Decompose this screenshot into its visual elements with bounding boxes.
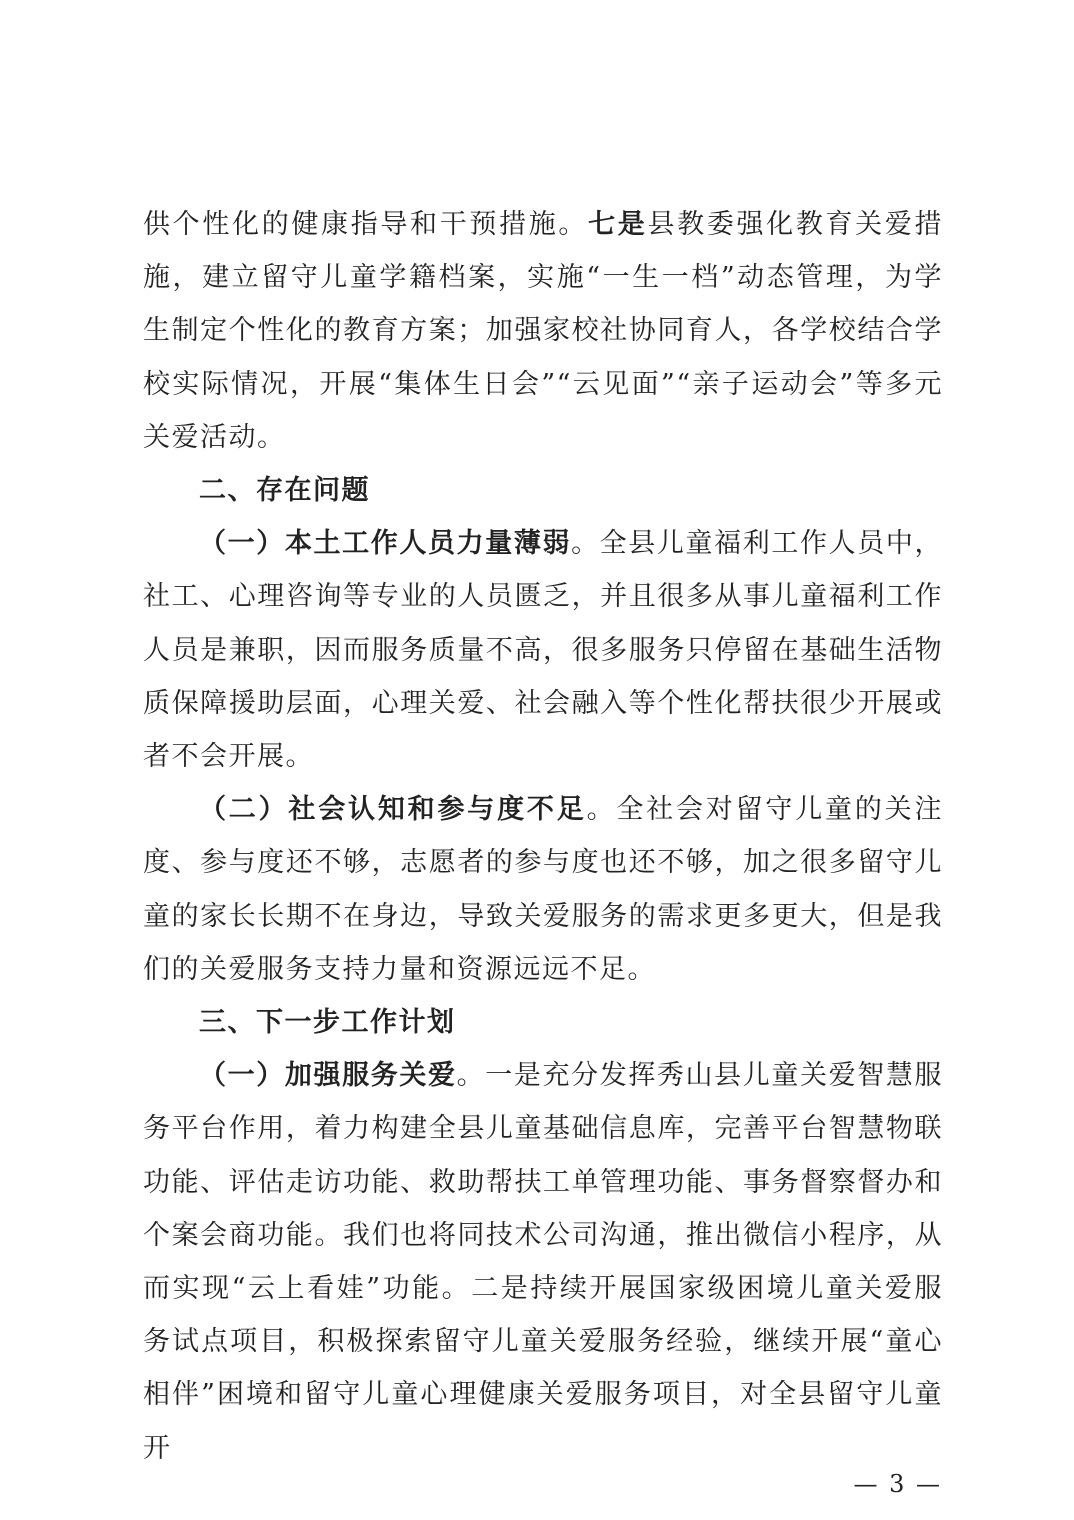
section-heading-problems: 二、存在问题 — [199, 475, 370, 507]
paragraph-plan-1 — [143, 1049, 943, 1475]
paragraph-text: 。全社会对留守儿童的关注度、参与度还不够，志愿者的参与度也还不够，加之很多留守儿童的家长长期不在身边，导致关爱服务的需求更多更大，但是我们的关爱服务支持力量和资源远远不足。 — [143, 794, 943, 985]
bold-lead: （二）社会认知和参与度不足 — [199, 794, 587, 826]
bold-lead: （一）本土工作人员力量薄弱 — [199, 528, 572, 560]
paragraph-continuation — [143, 198, 943, 464]
paragraph-text: 。全县儿童福利工作人员中，社工、心理咨询等专业的人员匮乏，并且很多从事儿童福利工作人员是兼职，因而服务质量不高，很多服务只停留在基础生活物质保障援助层面，心理关爱、社会融入等个性化帮扶很少开展或者不会开展。 — [143, 528, 944, 773]
bold-lead: （一）加强服务关爱 — [199, 1060, 457, 1092]
document-body — [143, 198, 943, 1475]
page-number: — 3 — — [853, 1470, 942, 1498]
paragraph-problem-1 — [143, 517, 943, 783]
paragraph-text: 供个性化的健康指导和干预措施。 — [143, 209, 589, 240]
paragraph-text: 。一是充分发挥秀山县儿童关爱智慧服务平台作用，着力构建全县儿童基础信息库，完善平台智慧物联功能、评估走访功能、救助帮扶工单管理功能、事务督察督办和个案会商功能。我们也将同技术公司沟通，推出微信小程序，从而实现“云上看娃”功能。二是持续开展国家级困境儿童关爱服务试点项目，积极探索留守儿童关爱服务经验，继续开展“童心相伴”困境和留守儿童心理健康关爱服务项目，对全县留守儿童开 — [143, 1060, 944, 1464]
bold-lead: 七是 — [588, 209, 648, 240]
paragraph-problem-2 — [143, 783, 943, 996]
paragraph-text: 县教委强化教育关爱措施，建立留守儿童学籍档案，实施“一生一档”动态管理，为学生制定个性化的教育方案；加强家校社协同育人，各学校结合学校实际情况，开展“集体生日会”“云见面”“亲子运动会”等多元关爱活动。 — [143, 209, 944, 453]
section-heading-next-plan: 三、下一步工作计划 — [199, 1007, 456, 1039]
